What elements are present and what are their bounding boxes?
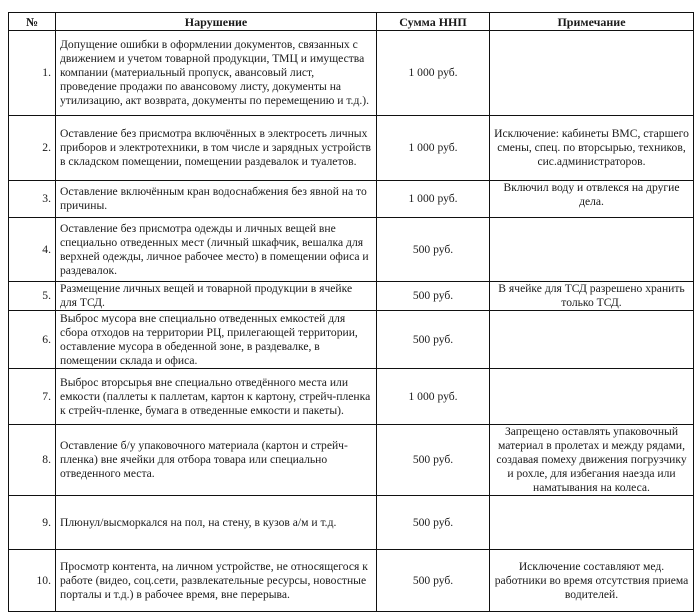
row-sum: 1 000 руб. bbox=[377, 181, 490, 218]
table-row bbox=[9, 282, 694, 311]
row-note bbox=[490, 369, 694, 425]
row-note: Включил воду и отвлекся на другие дела. bbox=[490, 181, 694, 218]
row-note: Исключение составляют мед. работники во время отсутствия приема водителей. bbox=[490, 550, 694, 612]
header-sum: Сумма ННП bbox=[377, 13, 490, 31]
row-violation: Размещение личных вещей и товарной продукции в ячейке для ТСД. bbox=[56, 282, 377, 311]
row-violation: Просмотр контента, на личном устройстве, не относящегося к работе (видео, соц.сети, развлекательные ресурсы, новостные порталы и т.д.) в рабочее время, вне перерыва. bbox=[56, 550, 377, 612]
row-violation: Выброс мусора вне специально отведенных емкостей для сбора отходов на территории РЦ, прилегающей территории, оставление мусора в обеденной зоне, в раздевалке, в помещении склада и офиса. bbox=[56, 311, 377, 369]
fines-table bbox=[8, 12, 694, 612]
row-sum: 500 руб. bbox=[377, 311, 490, 369]
row-violation: Оставление б/у упаковочного материала (картон и стрейч-пленка) вне ячейки для отбора товара или специально отведенного места. bbox=[56, 425, 377, 496]
row-number: 5. bbox=[9, 282, 56, 311]
row-number: 2. bbox=[9, 116, 56, 181]
row-sum: 1 000 руб. bbox=[377, 31, 490, 116]
row-violation: Допущение ошибки в оформлении документов, связанных с движением и учетом товарной продукции, ТМЦ и имущества компании (материальный пропуск, авансовый лист, проведение продажи по авансовому листу, документы на утилизацию, акт возврата, документы по перемещению и т.д.). bbox=[56, 31, 377, 116]
table-row bbox=[9, 181, 694, 218]
row-sum: 1 000 руб. bbox=[377, 369, 490, 425]
row-note: В ячейке для ТСД разрешено хранить только ТСД. bbox=[490, 282, 694, 311]
row-number: 3. bbox=[9, 181, 56, 218]
table-row bbox=[9, 218, 694, 282]
row-note: Исключение: кабинеты ВМС, старшего смены, спец. по вторсырью, техников, сис.администраторов. bbox=[490, 116, 694, 181]
row-note bbox=[490, 31, 694, 116]
table-row bbox=[9, 496, 694, 550]
table-row bbox=[9, 31, 694, 116]
row-note bbox=[490, 496, 694, 550]
table-row bbox=[9, 550, 694, 612]
row-sum: 1 000 руб. bbox=[377, 116, 490, 181]
row-violation: Оставление без присмотра одежды и личных вещей вне специально отведенных мест (личный шкафчик, вешалка для верхней одежды, личное рабочее место) в помещении офиса и раздевалок. bbox=[56, 218, 377, 282]
row-number: 6. bbox=[9, 311, 56, 369]
header-violation: Нарушение bbox=[56, 13, 377, 31]
row-number: 1. bbox=[9, 31, 56, 116]
table-row bbox=[9, 116, 694, 181]
row-sum: 500 руб. bbox=[377, 218, 490, 282]
row-violation: Оставление без присмотра включённых в электросеть личных приборов и электротехники, в том числе и зарядных устройств в складском помещении, помещении раздевалок и туалетов. bbox=[56, 116, 377, 181]
row-sum: 500 руб. bbox=[377, 282, 490, 311]
row-number: 10. bbox=[9, 550, 56, 612]
row-number: 7. bbox=[9, 369, 56, 425]
row-violation: Выброс вторсырья вне специально отведённого места или емкости (паллеты к паллетам, картон к картону, стрейч-пленка к стрейч-пленке, бумага в отведенные емкости и пакеты). bbox=[56, 369, 377, 425]
header-num: № bbox=[9, 13, 56, 31]
row-sum: 500 руб. bbox=[377, 496, 490, 550]
table-row bbox=[9, 311, 694, 369]
row-note bbox=[490, 218, 694, 282]
table-row bbox=[9, 425, 694, 496]
row-note bbox=[490, 311, 694, 369]
table-header-row bbox=[9, 13, 694, 31]
row-note: Запрещено оставлять упаковочный материал в пролетах и между рядами, создавая помеху движения погрузчику и рохле, для избегания наезда или наматывания на колеса. bbox=[490, 425, 694, 496]
row-number: 8. bbox=[9, 425, 56, 496]
row-sum: 500 руб. bbox=[377, 425, 490, 496]
table-row bbox=[9, 369, 694, 425]
row-violation: Плюнул/высморкался на пол, на стену, в кузов а/м и т.д. bbox=[56, 496, 377, 550]
row-violation: Оставление включённым кран водоснабжения без явной на то причины. bbox=[56, 181, 377, 218]
row-sum: 500 руб. bbox=[377, 550, 490, 612]
header-note: Примечание bbox=[490, 13, 694, 31]
row-number: 9. bbox=[9, 496, 56, 550]
row-number: 4. bbox=[9, 218, 56, 282]
